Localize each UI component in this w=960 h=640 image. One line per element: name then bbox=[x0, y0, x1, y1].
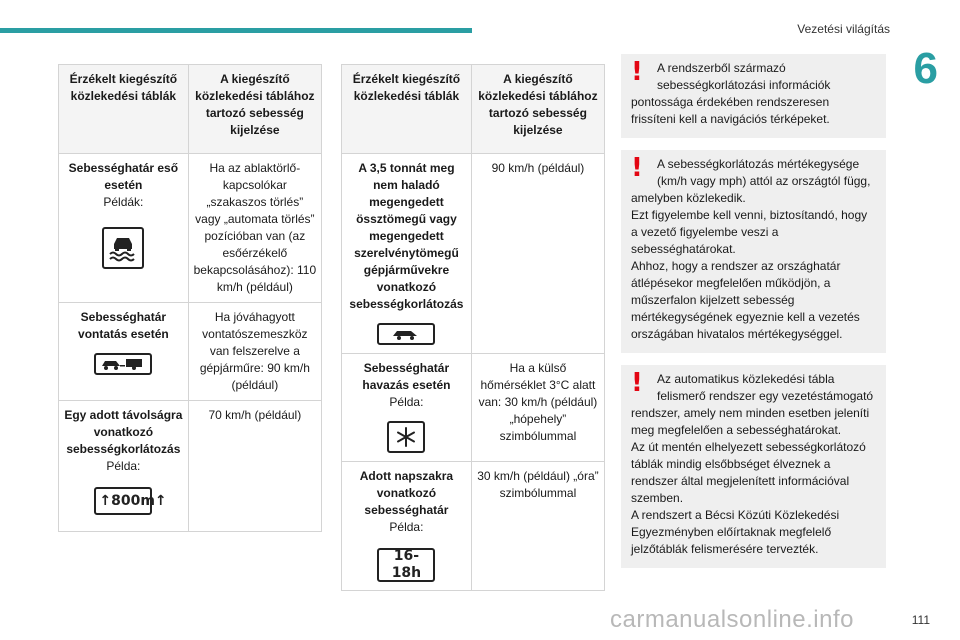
warning-note bbox=[621, 150, 886, 353]
chapter-number: 6 bbox=[913, 44, 938, 93]
warning-icon: ! bbox=[631, 153, 643, 183]
row-condition: Sebességhatár havazás esetén bbox=[362, 361, 451, 392]
time-sign-icon bbox=[377, 548, 435, 582]
row-speed-text: Ha az ablaktörlő-kapcsolókar „szakaszos törlés” vagy „automata törlés” pozícióban van (az esőérzékelő bekapcsolásához): 110 km/h (például) bbox=[188, 154, 321, 303]
warning-icon: ! bbox=[631, 57, 643, 87]
car-trailer-icon bbox=[94, 353, 152, 375]
column-header-speed: A kiegészítő közlekedési táblához tartozó sebesség kijelzése bbox=[471, 65, 604, 154]
distance-sign-icon bbox=[94, 487, 167, 515]
example-label: Példa: bbox=[106, 459, 141, 473]
warning-note bbox=[621, 365, 886, 568]
row-speed-text: 70 km/h (például) bbox=[188, 401, 321, 532]
row-condition: Adott napszakra vonatkozó sebességhatár bbox=[359, 469, 454, 517]
row-condition: Sebességhatár vontatás esetén bbox=[78, 310, 169, 341]
table-row bbox=[59, 154, 322, 303]
note-lead: A sebességkorlátozás mértékegysége (km/h vagy mph) attól az országtól függ, bbox=[657, 157, 871, 188]
watermark: carmanualsonline.info bbox=[610, 606, 854, 633]
example-label: Példa: bbox=[389, 520, 424, 534]
car-icon bbox=[377, 323, 435, 345]
note-line: rendszer, amely nem minden esetben jeleníti meg megfelelően a sebességhatárokat. bbox=[631, 406, 870, 437]
table-row bbox=[342, 154, 605, 354]
column-header-speed: A kiegészítő közlekedési táblához tartozó sebesség kijelzése bbox=[188, 65, 321, 154]
column-header-signs: Érzékelt kiegészítő közlekedési táblák bbox=[59, 65, 189, 154]
page-number: 111 bbox=[911, 613, 930, 627]
table-row bbox=[59, 303, 322, 401]
sign-distance-text: 800m bbox=[111, 492, 155, 509]
example-label: Példa: bbox=[389, 395, 424, 409]
header-accent-bar bbox=[0, 28, 472, 33]
row-condition: A 3,5 tonnát meg nem haladó megengedett össztömegű vagy megengedett szerelvénytömegű gépjárművekre vonatkozó sebességkorlátozás bbox=[349, 161, 464, 311]
notes-column bbox=[621, 54, 886, 580]
row-speed-text: Ha a külső hőmérséklet 3°C alatt van: 30 km/h (például) „hópehely” szimbólummal bbox=[471, 354, 604, 462]
warning-icon: ! bbox=[631, 368, 643, 398]
note-line: Ezt figyelembe kell venni, biztosítandó, hogy a vezető figyelembe veszi a sebességhatárokat. bbox=[631, 208, 868, 256]
arrow-up-icon: ↑ bbox=[154, 492, 167, 509]
table-row bbox=[342, 354, 605, 462]
row-speed-text: Ha jóváhagyott vontatószemeszköz van felszerelve a gépjárműre: 90 km/h (például) bbox=[188, 303, 321, 401]
table-header-row bbox=[59, 65, 322, 154]
row-condition: Egy adott távolságra vonatkozó sebességkorlátozás bbox=[64, 408, 183, 456]
table-row bbox=[342, 462, 605, 591]
note-lead: Az automatikus közlekedési tábla felismerő rendszer egy vezetéstámogató bbox=[657, 372, 874, 403]
right-sign-table bbox=[341, 64, 605, 591]
note-line: amelyben közlekedik. bbox=[631, 191, 746, 205]
section-title: Vezetési világítás bbox=[797, 22, 890, 36]
note-line: pontossága érdekében rendszeresen frissíteni kell a navigációs térképeket. bbox=[631, 95, 830, 126]
note-line: Az út mentén elhelyezett sebességkorlátozó táblák mindig elsőbbséget élveznek a rendszer által megjelenített információval szemben. bbox=[631, 440, 866, 505]
note-line: A rendszert a Bécsi Közúti Közlekedési Egyezményben előírtaknak megfelelő jelzőtáblák felismerésére tervezték. bbox=[631, 508, 840, 556]
arrow-up-icon: ↑ bbox=[99, 492, 112, 509]
note-line: Ahhoz, hogy a rendszer az országhatár átlépésekor megfelelően működjön, a műszerfalon kijelzett sebesség mértékegységének egyeznie kell a vezetés országában hivatalos mértékegységgel. bbox=[631, 259, 860, 341]
example-label: Példák: bbox=[103, 195, 144, 209]
left-sign-table bbox=[58, 64, 322, 532]
note-lead: A rendszerből származó sebességkorlátozási információk bbox=[657, 61, 831, 92]
row-speed-text: 90 km/h (például) bbox=[471, 154, 604, 354]
table-header-row bbox=[342, 65, 605, 154]
row-condition: Sebességhatár eső esetén bbox=[68, 161, 179, 192]
row-speed-text: 30 km/h (például) „óra” szimbólummal bbox=[471, 462, 604, 591]
snowflake-icon bbox=[387, 421, 425, 453]
table-row bbox=[59, 401, 322, 532]
warning-note bbox=[621, 54, 886, 138]
sign-time-text: 16-18h bbox=[391, 548, 422, 581]
wet-road-icon bbox=[102, 227, 144, 269]
column-header-signs: Érzékelt kiegészítő közlekedési táblák bbox=[342, 65, 472, 154]
